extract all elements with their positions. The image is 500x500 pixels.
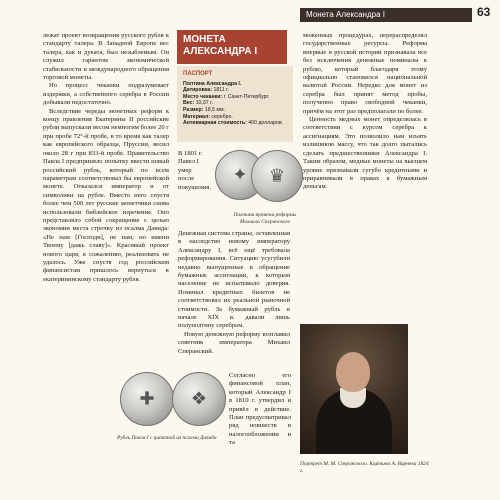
middle-column-text: Денежная система страны, оставленная в наследство новому императору Александру I, всё ещё требовала реформирования. Ситуацию усугубили недавно выпущенные в обращение бумажные ассигнации, к которым население не испытывало доверия. Номинал кредитных билетов не соответствовал их реальной рыночной стоимости. За бумажный рубль в начале XIX в. давали лишь полуполтину серебром. Новую денежную реформу возглавил советник императора Михаил Сперанский. [178,230,290,355]
coin-pavel-ruble-obverse-image: ✚ [120,372,174,426]
left-column [43,32,169,284]
paragraph: Но процесс чеканки подразумевает издержки, а собственного серебра в России добывали недостаточно. [43,82,169,107]
paragraph: моженных процедурах, перераспределял государственные ресурсы. Реформа впервые в русской истории признавала все без исключения денежные номиналы к рублю, который благодаря этому официально становился национальной валютой России. Нередко для монет из серебра был принят метод пробы, полученно право свободной чеканки, причём на этот раз предполагали по более. [303,32,427,115]
coin-poltina-reverse-image: ♛ [251,150,303,202]
running-header: Монета Александра I [300,8,472,22]
passport-line: Датировка: 1811 г. [183,87,229,94]
paragraph: лежат проект возвращения русского рубля к стандарту талера. В Западной Европе вес талера, как и дуката, был незыблемым. Он служил гарантом экономической стабильности и международного обращения торговой монеты. [43,32,169,82]
coin-poltina-obverse-image: ✦ [215,150,265,200]
caption-coins-top: Полтина времени реформы Михаила Сперанского [233,212,297,225]
article-title: МОНЕТА АЛЕКСАНДРА I [177,30,287,64]
passport-line: Место чеканки: г. Санкт-Петербург. [183,93,270,100]
passport-line: Антикварная стоимость: 400 долларов. [183,120,284,127]
passport-box [177,66,293,142]
coin-side-text: В 1801 г. Павел I умер после покушения. [178,150,211,191]
passport-line: Полтина Александра I. [183,80,242,87]
caption-coins-bottom: Рубль Павла I с цитатой из псалма Давида [117,435,217,441]
paragraph: Вследствие череды монетных реформ к концу правления Екатерины II российские рубли выпускали весом немногим более 20 г при пробе 72°-й пробе, в то время как талер как европейского образца, Пруссии, весил около 28 г при 833-й пробе. Правительство Павла I предприняло попытку ввести новый российский рубль, который по всем параметрам соответствовал бы европейской монете. Отказался император и от символики на рубле. Вместо него спустя более чем 500 лет русские монетчики снова использовали библейское изречение. Оно представляло собой сокращение с целью экономии места строчку из псалма Давида: «Не нам [Господи], не нам, но имени Твоему [дажь славу]». Красивый проект нового царя, к сожалению, реализовать не удалось. Уже спустя год российским финансистам пришлось вернуться к екатерининскому стандарту рубля. [43,107,169,283]
caption-portrait: Портрет М. М. Сперанского. Картина А. Варнека 1824 г. [300,461,429,474]
passport-line: Материал: серебро. [183,113,233,120]
right-column [303,32,427,192]
passport-heading: ПАСПОРТ [183,71,213,77]
middle-low-text: Согласно его финансовой план, который Александр I в 1810 г. утвердил и привёл в действие. План предусматривал ряд новшеств в налогообложении и та [229,372,291,447]
coin-pavel-ruble-reverse-image: ❖ [172,372,226,426]
paragraph: Ценность медных монет определялась в соответствии с курсом серебра к ассигнациям. Это позволило нам изъять излишнюю массу, что так долго пытались сделать предшественники Александра I. Таким образом, медные монеты на высшем уровне признавали сугубо кредитными и приравнивали в правах к бумажным деньгам. [303,116,427,191]
page-header [0,0,500,26]
passport-line: Вес: 10,37 г. [183,100,213,107]
passport-line: Размер: 18,5 мм. [183,106,225,113]
speransky-portrait-image [300,324,408,454]
page-number: 63 [477,5,491,19]
